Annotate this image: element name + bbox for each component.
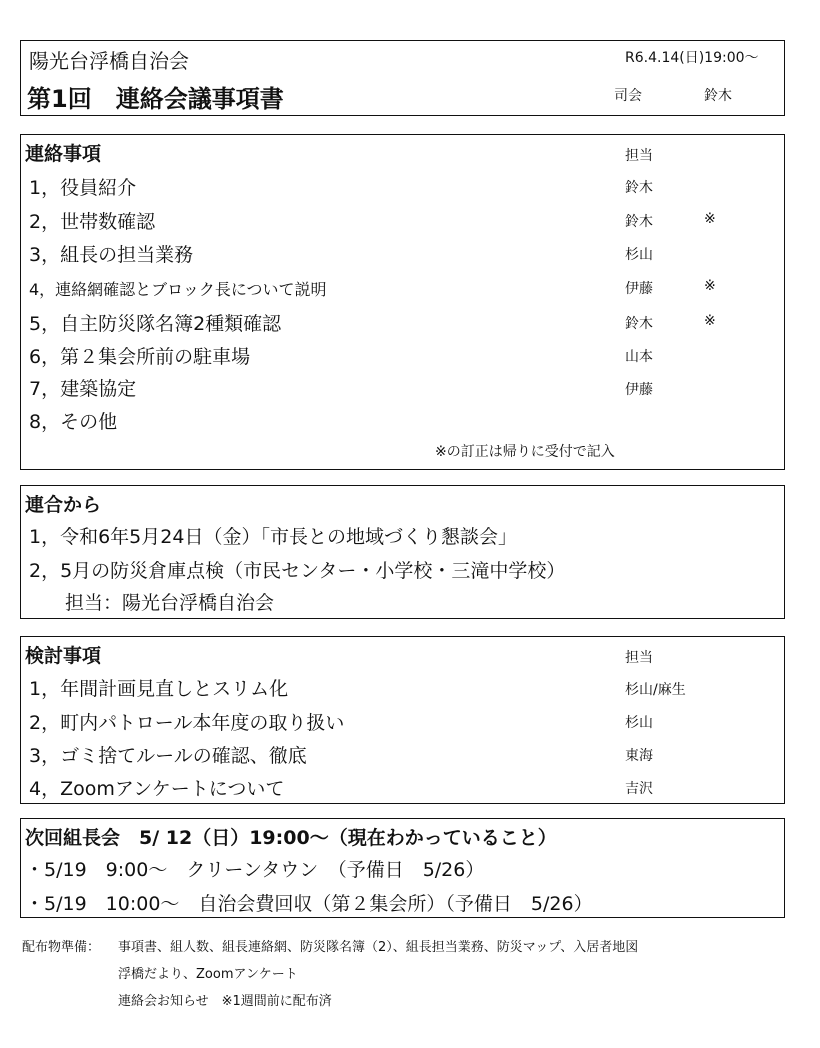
item-resp: 東海 [625,748,653,764]
prep-line: 事項書、組人数、組長連絡網、防災隊名簿（2）、組長担当業務、防災マップ、入居者地図 [118,940,639,955]
prep-label: 配布物準備： [22,940,101,955]
item-resp: 鈴木 [625,180,653,196]
list-item: 4，Zoomアンケートについて [29,778,285,800]
meeting-date: R6.4.14(日)19:00〜 [625,50,759,66]
item-resp: 杉山 [625,715,653,731]
list-item: 8，その他 [29,411,118,433]
list-item: 2，町内パトロール本年度の取り扱い [29,712,345,734]
revision-mark: ※ [704,313,716,329]
page-title: 第1回 連絡会議事項書 [27,85,284,113]
list-item: 4，連絡網確認とブロック長について説明 [29,280,327,299]
section-heading: 次回組長会 5/ 12（日）19:00〜（現在わかっていること） [25,827,557,849]
kento-section [20,636,785,804]
renraku-section [20,134,785,470]
section-heading: 検討事項 [25,645,102,667]
list-item: 2，世帯数確認 [29,211,156,233]
item-resp: 杉山 [625,247,653,263]
item-resp: 鈴木 [625,316,653,332]
list-item: 5，自主防災隊名簿2種類確認 [29,313,282,335]
revision-note: ※の訂正は帰りに受付で記入 [435,444,615,460]
list-item: 担当：陽光台浮橋自治会 [65,592,275,614]
item-resp: 鈴木 [625,214,653,230]
list-item: 7，建築協定 [29,378,137,400]
resp-header: 担当 [625,650,653,666]
chair-name: 鈴木 [704,88,732,104]
item-resp: 伊藤 [625,382,653,398]
list-item: 3，組長の担当業務 [29,244,194,266]
list-item: ・5/19 10:00〜 自治会費回収（第２集会所）（予備日 5/26） [25,893,593,915]
list-item: 2，5月の防災倉庫点検（市民センター・小学校・三滝中学校） [29,560,566,582]
revision-mark: ※ [704,278,716,294]
rengo-section [20,485,785,619]
item-resp: 吉沢 [625,781,653,797]
list-item: ・5/19 9:00〜 クリーンタウン （予備日 5/26） [25,859,485,881]
list-item: 1，年間計画見直しとスリム化 [29,678,289,700]
list-item: 1，令和6年5月24日（金）「市長との地域づくり懇談会」 [29,526,517,548]
next-meeting-section [20,818,785,918]
item-resp: 山本 [625,349,653,365]
list-item: 3，ゴミ捨てルールの確認、徹底 [29,745,307,767]
chair-label: 司会 [614,88,642,104]
list-item: 6，第２集会所前の駐車場 [29,346,251,368]
revision-mark: ※ [704,211,716,227]
header-box [20,40,785,116]
prep-line: 連絡会お知らせ ※1週間前に配布済 [118,994,332,1009]
section-heading: 連合から [25,494,102,516]
prep-line: 浮橋だより、Zoomアンケート [118,967,298,982]
organization-name: 陽光台浮橋自治会 [29,49,189,73]
item-resp: 伊藤 [625,281,653,297]
resp-header: 担当 [625,148,653,164]
item-resp: 杉山/麻生 [625,682,686,698]
list-item: 1，役員紹介 [29,177,137,199]
section-heading: 連絡事項 [25,143,102,165]
